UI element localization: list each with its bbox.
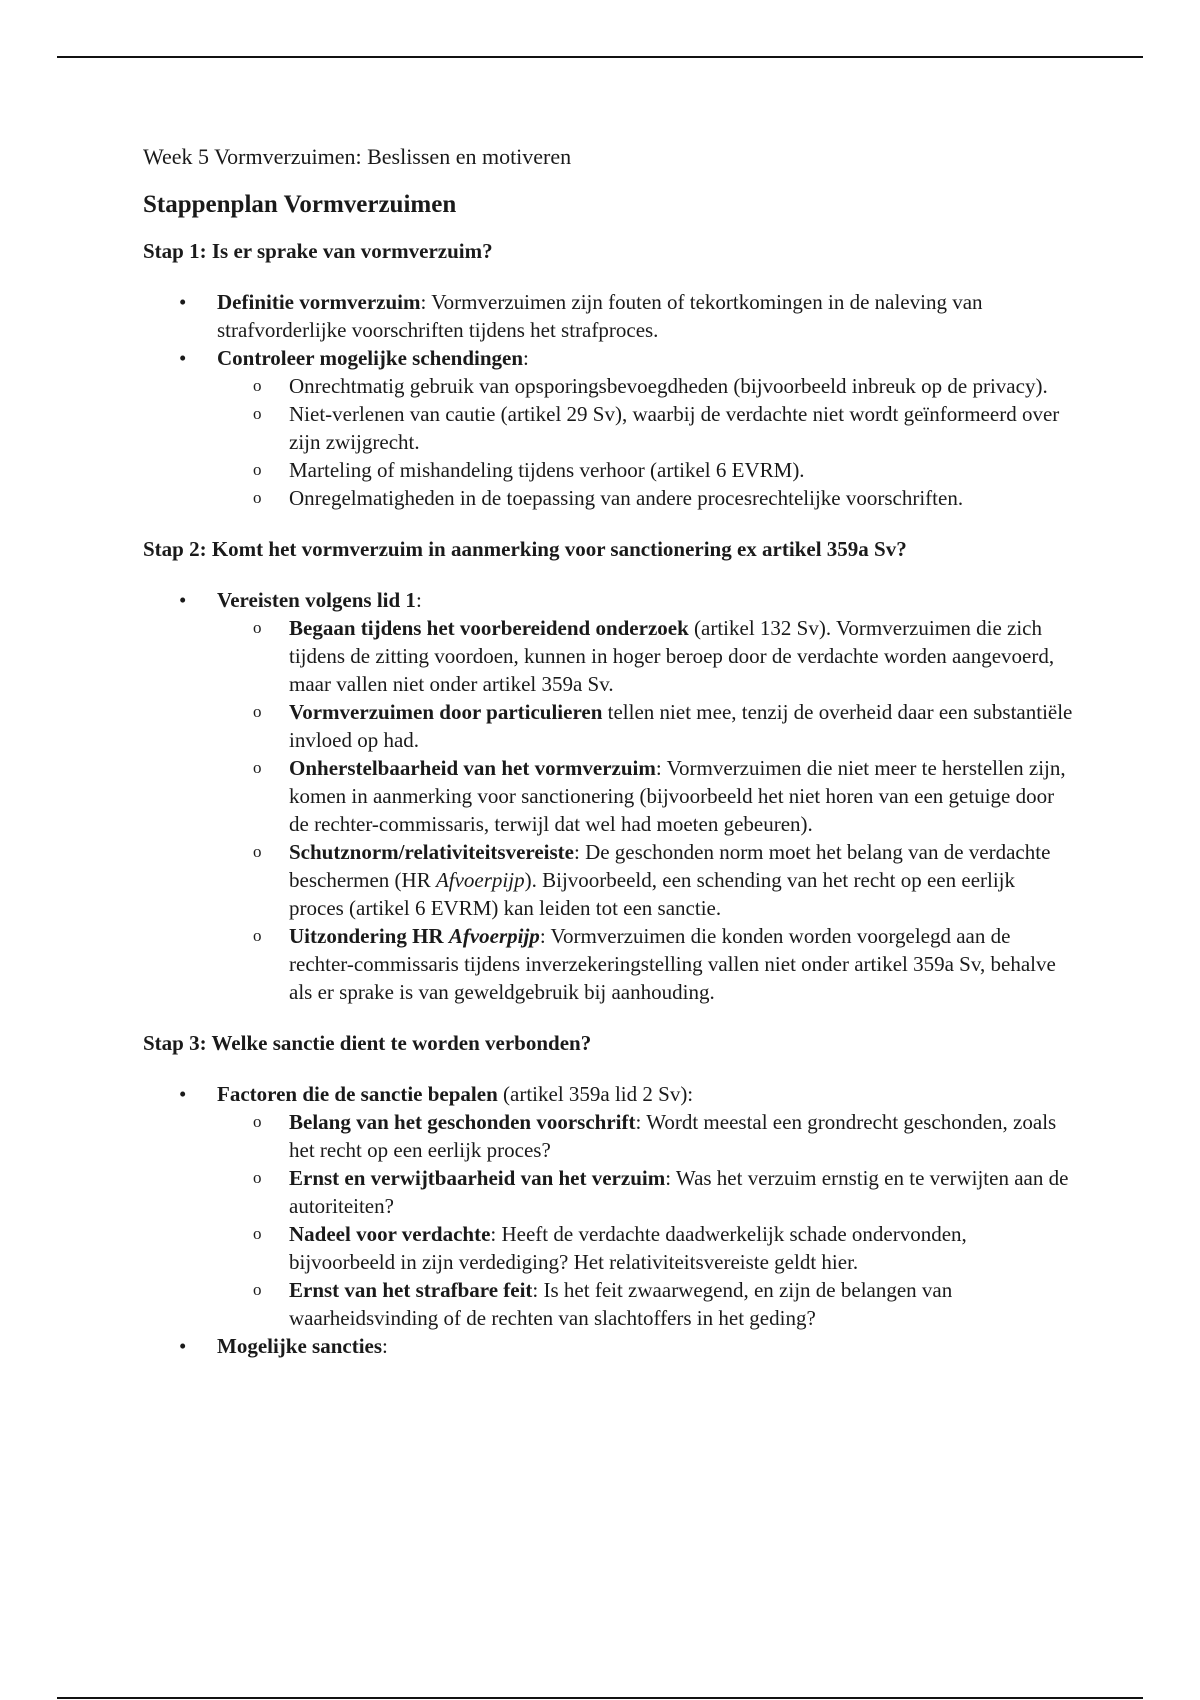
sub-list-item <box>217 754 1073 838</box>
term: Begaan tijdens het voorbereidend onderzoek <box>289 616 689 640</box>
list-item <box>143 1332 1073 1360</box>
term: Definitie vormverzuim <box>217 290 421 314</box>
term: Vereisten volgens lid 1 <box>217 588 416 612</box>
step2-heading: Stap 2: Komt het vormverzuim in aanmerking voor sanctionering ex artikel 359a Sv? <box>143 537 907 561</box>
top-rule <box>57 56 1143 58</box>
list-item <box>143 1080 1073 1332</box>
sub-list <box>217 372 1073 512</box>
case-name: Afvoerpijp <box>448 924 540 948</box>
term: Factoren die de sanctie bepalen <box>217 1082 498 1106</box>
term: Nadeel voor verdachte <box>289 1222 491 1246</box>
list-item <box>143 586 1073 1006</box>
item-text: : Heeft de verdachte daadwerkelijk schade ondervonden, bijvoorbeeld in zijn verdediging? Het relativiteitsvereiste geldt hier. <box>289 1222 967 1274</box>
document-page <box>143 142 1073 1360</box>
item-text: : Wordt meestal een grondrecht geschonden, zoals het recht op een eerlijk proces? <box>289 1110 1057 1162</box>
term: Vormverzuimen door particulieren <box>289 700 603 724</box>
item-text: : De geschonden norm moet het belang van de verdachte beschermen (HR <box>289 840 1051 892</box>
term: Controleer mogelijke schendingen <box>217 346 524 370</box>
step1-heading: Stap 1: Is er sprake van vormverzuim? <box>143 239 493 263</box>
step3-heading: Stap 3: Welke sanctie dient te worden verbonden? <box>143 1031 592 1055</box>
item-text: : Was het verzuim ernstig en te verwijten aan de autoriteiten? <box>289 1166 1069 1218</box>
bottom-rule <box>57 1697 1143 1699</box>
item-text: : Vormverzuimen die niet meer te herstellen zijn, komen in aanmerking voor sanctionering (bijvoorbeeld het niet horen van een getuige door de rechter-commissaris, terwijl dat wel had moeten gebeuren). <box>289 756 1066 836</box>
term: Belang van het geschonden voorschrift <box>289 1110 636 1134</box>
list-item <box>143 288 1073 344</box>
item-text: : <box>523 346 529 370</box>
sub-list-item: o Onregelmatigheden in de toepassing van andere procesrechtelijke voorschriften. <box>217 484 1073 512</box>
item-text: : Is het feit zwaarwegend, en zijn de belangen van waarheidsvinding of de rechten van slachtoffers in het geding? <box>289 1278 953 1330</box>
sub-list-item <box>217 1276 1073 1332</box>
sub-list-item <box>217 614 1073 698</box>
step1-list <box>143 288 1073 512</box>
sub-list-item: o Onrechtmatig gebruik van opsporingsbevoegdheden (bijvoorbeeld inbreuk op de privacy). <box>217 372 1073 400</box>
document-subtitle: Week 5 Vormverzuimen: Beslissen en motiveren <box>143 144 572 169</box>
sub-list-item: o Niet-verlenen van cautie (artikel 29 Sv), waarbij de verdachte niet wordt geïnformeerd over zijn zwijgrecht. <box>217 400 1073 456</box>
term: Schutznorm/relativiteitsvereiste <box>289 840 574 864</box>
item-text: ). Bijvoorbeeld, een schending van het recht op een eerlijk proces (artikel 6 EVRM) kan leiden tot een sanctie. <box>289 868 1016 920</box>
sub-list-item <box>217 922 1073 1006</box>
item-text: : Vormverzuimen die konden worden voorgelegd aan de rechter-commissaris tijdens inverzekeringstelling vallen niet onder artikel 359a Sv, behalve als er sprake is van geweldgebruik bij aanhouding. <box>289 924 1056 1004</box>
sub-list-item: o Marteling of mishandeling tijdens verhoor (artikel 6 EVRM). <box>217 456 1073 484</box>
sub-list <box>217 614 1073 1006</box>
sub-list-item <box>217 1220 1073 1276</box>
item-text: (artikel 359a lid 2 Sv): <box>497 1082 694 1106</box>
sub-list-item <box>217 838 1073 922</box>
sub-list-item <box>217 1108 1073 1164</box>
sub-list <box>217 1108 1073 1332</box>
term: Onherstelbaarheid van het vormverzuim <box>289 756 656 780</box>
term: Uitzondering HR <box>289 924 449 948</box>
term: Ernst van het strafbare feit <box>289 1278 533 1302</box>
item-text: (artikel 132 Sv). Vormverzuimen die zich tijdens de zitting voordoen, kunnen in hoger beroep door de verdachte worden aangevoerd, maar vallen niet onder artikel 359a Sv. <box>289 616 1055 696</box>
sub-list-item <box>217 698 1073 754</box>
page-title: Stappenplan Vormverzuimen <box>143 191 457 218</box>
list-item <box>143 344 1073 512</box>
case-name: Afvoerpijp <box>435 868 525 892</box>
item-text: : Vormverzuimen zijn fouten of tekortkomingen in de naleving van strafvorderlijke voorschriften tijdens het strafproces. <box>217 290 983 342</box>
item-text: : <box>415 588 422 612</box>
step2-list <box>143 586 1073 1006</box>
sub-list-item <box>217 1164 1073 1220</box>
term: Mogelijke sancties <box>217 1334 383 1358</box>
item-text: tellen niet mee, tenzij de overheid daar een substantiële invloed op had. <box>289 700 1073 752</box>
term: Ernst en verwijtbaarheid van het verzuim <box>289 1166 666 1190</box>
item-text: : <box>382 1334 388 1358</box>
step3-list <box>143 1080 1073 1360</box>
